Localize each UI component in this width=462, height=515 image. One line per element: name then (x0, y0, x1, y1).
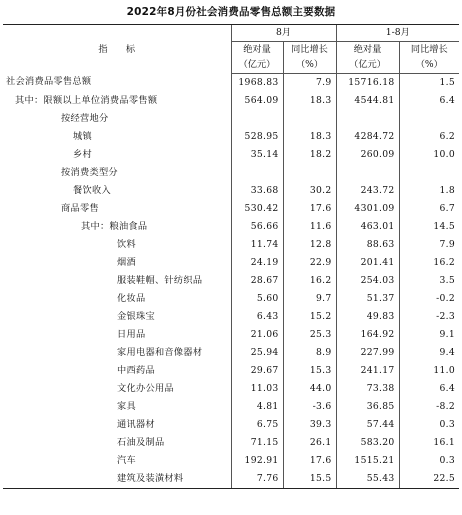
ytd-abs-cell: 88.63 (336, 236, 399, 254)
month-abs-cell: 11.03 (231, 380, 283, 398)
month-abs-cell: 71.15 (231, 434, 283, 452)
table-row (3, 73, 459, 92)
table-row (3, 110, 459, 128)
table-row (3, 380, 459, 398)
table-title: 2022年8月份社会消费品零售总额主要数据 (126, 6, 336, 18)
table-row (3, 146, 459, 164)
row-label: 餐饮收入 (73, 184, 111, 196)
month-abs-cell: 5.60 (231, 290, 283, 308)
row-label: 社会消费品零售总额 (6, 76, 92, 88)
month-abs-cell: 6.75 (231, 416, 283, 434)
month-abs-unit: （亿元） (231, 57, 283, 73)
ytd-growth-cell: 16.2 (399, 254, 459, 272)
month-growth-cell (283, 164, 336, 182)
month-abs-cell: 33.68 (231, 182, 283, 200)
month-abs-header: 绝对量 (231, 41, 283, 57)
ytd-abs-cell: 1515.21 (336, 452, 399, 470)
month-abs-cell: 56.66 (231, 218, 283, 236)
month-growth-cell: 8.9 (283, 344, 336, 362)
ytd-growth-cell: 1.5 (399, 73, 459, 92)
table-row (3, 218, 459, 236)
month-growth-cell: 25.3 (283, 326, 336, 344)
ytd-abs-cell (336, 110, 399, 128)
ytd-growth-cell: -0.2 (399, 290, 459, 308)
month-abs-cell: 21.06 (231, 326, 283, 344)
month-growth-cell: 16.2 (283, 272, 336, 290)
ytd-growth-cell: 6.2 (399, 128, 459, 146)
ytd-growth-cell: 16.1 (399, 434, 459, 452)
ytd-abs-header: 绝对量 (336, 41, 399, 57)
month-growth-cell: 9.7 (283, 290, 336, 308)
month-abs-cell: 29.67 (231, 362, 283, 380)
table-row (3, 272, 459, 290)
row-label: 石油及制品 (117, 436, 165, 448)
ytd-abs-cell: 4284.72 (336, 128, 399, 146)
ytd-growth-cell: 3.5 (399, 272, 459, 290)
month-growth-cell: 30.2 (283, 182, 336, 200)
month-growth-cell: 11.6 (283, 218, 336, 236)
ytd-abs-cell: 36.85 (336, 398, 399, 416)
row-label: 服装鞋帽、针纺织品 (117, 274, 203, 286)
row-label: 乡村 (73, 148, 92, 160)
row-label: 城镇 (73, 130, 92, 142)
ytd-abs-cell: 4301.09 (336, 200, 399, 218)
month-growth-header: 同比增长 (283, 41, 336, 57)
month-abs-cell: 28.67 (231, 272, 283, 290)
month-growth-cell: 12.8 (283, 236, 336, 254)
month-growth-unit: （%） (283, 57, 336, 73)
row-label: 家用电器和音像器材 (117, 346, 203, 358)
ytd-abs-cell: 583.20 (336, 434, 399, 452)
ytd-growth-cell: 9.1 (399, 326, 459, 344)
row-label: 中西药品 (117, 364, 155, 376)
month-abs-cell: 528.95 (231, 128, 283, 146)
month-abs-cell: 6.43 (231, 308, 283, 326)
ytd-header: 1-8月 (336, 25, 459, 42)
ytd-growth-cell: 6.7 (399, 200, 459, 218)
ytd-abs-cell: 463.01 (336, 218, 399, 236)
table-row (3, 254, 459, 272)
month-abs-cell: 24.19 (231, 254, 283, 272)
table-row (3, 92, 459, 110)
month-growth-cell: 39.3 (283, 416, 336, 434)
table-row (3, 182, 459, 200)
row-label: 通讯器材 (117, 418, 155, 430)
ytd-growth-unit: （%） (399, 57, 459, 73)
row-label: 金银珠宝 (117, 310, 155, 322)
month-abs-cell: 35.14 (231, 146, 283, 164)
ytd-abs-cell: 4544.81 (336, 92, 399, 110)
ytd-abs-cell: 51.37 (336, 290, 399, 308)
month-abs-cell: 7.76 (231, 470, 283, 489)
indicator-header: 指 标 (3, 25, 231, 74)
table-row (3, 290, 459, 308)
ytd-growth-cell: 1.8 (399, 182, 459, 200)
month-growth-cell: 17.6 (283, 452, 336, 470)
ytd-growth-cell: 0.3 (399, 416, 459, 434)
row-label: 汽车 (117, 454, 136, 466)
month-abs-cell (231, 164, 283, 182)
ytd-growth-cell: -8.2 (399, 398, 459, 416)
row-label: 家具 (117, 400, 136, 412)
row-label: 其中：限额以上单位消费品零售额 (15, 94, 158, 106)
ytd-abs-cell: 254.03 (336, 272, 399, 290)
month-growth-cell: 18.3 (283, 92, 336, 110)
month-growth-cell: 15.5 (283, 470, 336, 489)
month-abs-cell: 530.42 (231, 200, 283, 218)
ytd-growth-cell: 22.5 (399, 470, 459, 489)
ytd-growth-cell: -2.3 (399, 308, 459, 326)
ytd-abs-cell: 201.41 (336, 254, 399, 272)
ytd-growth-cell: 9.4 (399, 344, 459, 362)
month-growth-cell (283, 110, 336, 128)
table-row (3, 416, 459, 434)
ytd-abs-unit: （亿元） (336, 57, 399, 73)
month-growth-cell: 18.2 (283, 146, 336, 164)
table-row (3, 344, 459, 362)
ytd-abs-cell (336, 164, 399, 182)
month-abs-cell (231, 110, 283, 128)
ytd-growth-cell: 0.3 (399, 452, 459, 470)
month-abs-cell: 4.81 (231, 398, 283, 416)
row-label: 饮料 (117, 238, 136, 250)
table-row (3, 308, 459, 326)
month-growth-cell: 44.0 (283, 380, 336, 398)
ytd-growth-cell: 11.0 (399, 362, 459, 380)
row-label: 建筑及装潢材料 (3, 470, 231, 489)
table-row (3, 470, 459, 489)
ytd-growth-cell: 7.9 (399, 236, 459, 254)
table-row (3, 362, 459, 380)
row-label: 按经营地分 (61, 112, 109, 124)
row-label: 文化办公用品 (117, 382, 174, 394)
month-growth-cell: 17.6 (283, 200, 336, 218)
row-label: 化妆品 (117, 292, 146, 304)
ytd-growth-cell: 6.4 (399, 380, 459, 398)
ytd-abs-cell: 241.17 (336, 362, 399, 380)
month-abs-cell: 1968.83 (231, 73, 283, 92)
row-label: 日用品 (117, 328, 146, 340)
month-abs-cell: 11.74 (231, 236, 283, 254)
table-row (3, 434, 459, 452)
month-growth-cell: 18.3 (283, 128, 336, 146)
ytd-abs-cell: 55.43 (336, 470, 399, 489)
table-row (3, 398, 459, 416)
month-abs-cell: 192.91 (231, 452, 283, 470)
table-row (3, 452, 459, 470)
month-growth-cell: 15.3 (283, 362, 336, 380)
table-row (3, 164, 459, 182)
ytd-abs-cell: 57.44 (336, 416, 399, 434)
month-growth-cell: 26.1 (283, 434, 336, 452)
row-label: 其中：粮油食品 (81, 220, 148, 232)
row-label: 烟酒 (117, 256, 136, 268)
ytd-abs-cell: 15716.18 (336, 73, 399, 92)
ytd-abs-cell: 260.09 (336, 146, 399, 164)
ytd-growth-cell: 10.0 (399, 146, 459, 164)
month-header: 8月 (231, 25, 336, 42)
header-row-period (3, 25, 459, 42)
table-row (3, 128, 459, 146)
table-row (3, 200, 459, 218)
ytd-growth-header: 同比增长 (399, 41, 459, 57)
table-row (3, 236, 459, 254)
ytd-growth-cell: 14.5 (399, 218, 459, 236)
ytd-abs-cell: 49.83 (336, 308, 399, 326)
ytd-abs-cell: 243.72 (336, 182, 399, 200)
ytd-growth-cell: 6.4 (399, 92, 459, 110)
ytd-abs-cell: 227.99 (336, 344, 399, 362)
month-abs-cell: 25.94 (231, 344, 283, 362)
month-growth-cell: 7.9 (283, 73, 336, 92)
table-row (3, 326, 459, 344)
month-growth-cell: 22.9 (283, 254, 336, 272)
ytd-abs-cell: 164.92 (336, 326, 399, 344)
month-growth-cell: 15.2 (283, 308, 336, 326)
month-abs-cell: 564.09 (231, 92, 283, 110)
retail-sales-table (3, 24, 459, 489)
ytd-growth-cell (399, 110, 459, 128)
ytd-abs-cell: 73.38 (336, 380, 399, 398)
row-label: 商品零售 (61, 202, 99, 214)
ytd-growth-cell (399, 164, 459, 182)
month-growth-cell: -3.6 (283, 398, 336, 416)
row-label: 按消费类型分 (61, 166, 118, 178)
